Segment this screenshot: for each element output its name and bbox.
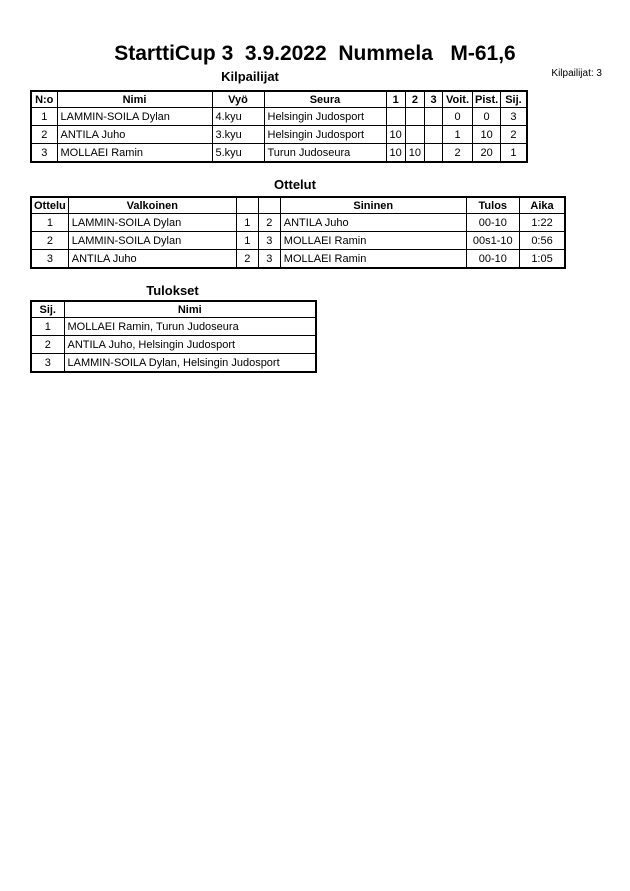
score-1: 10 — [386, 144, 405, 163]
table-row — [31, 354, 316, 373]
col-header-name: Nimi — [57, 91, 212, 108]
match-result: 00-10 — [466, 250, 519, 269]
result-name: MOLLAEI Ramin, Turun Judoseura — [64, 318, 316, 336]
match-result: 00s1-10 — [466, 232, 519, 250]
competitor-belt: 3.kyu — [212, 126, 264, 144]
competitor-name: LAMMIN-SOILA Dylan — [57, 108, 212, 126]
table-row — [31, 336, 316, 354]
score-2: 10 — [405, 144, 424, 163]
matches-table — [30, 196, 566, 269]
wins: 1 — [443, 126, 473, 144]
rank: 3 — [501, 108, 527, 126]
score-3 — [425, 126, 443, 144]
score-3 — [425, 144, 443, 163]
rank: 2 — [501, 126, 527, 144]
col-header-2: 2 — [405, 91, 424, 108]
match-number: 1 — [31, 214, 68, 232]
matches-section-title: Ottelut — [274, 177, 316, 192]
competitor-name: MOLLAEI Ramin — [57, 144, 212, 163]
match-number: 3 — [31, 250, 68, 269]
table-row — [31, 250, 565, 269]
col-header-result: Tulos — [466, 197, 519, 214]
col-header-no: N:o — [31, 91, 57, 108]
col-header-name: Nimi — [64, 301, 316, 318]
rank: 2 — [31, 336, 64, 354]
col-header-white: Valkoinen — [68, 197, 236, 214]
table-row — [31, 108, 527, 126]
result-name: LAMMIN-SOILA Dylan, Helsingin Judosport — [64, 354, 316, 373]
blue-competitor: ANTILA Juho — [280, 214, 466, 232]
score-2 — [405, 126, 424, 144]
result-name: ANTILA Juho, Helsingin Judosport — [64, 336, 316, 354]
score-1 — [386, 108, 405, 126]
col-header-1: 1 — [386, 91, 405, 108]
col-header-points: Pist. — [473, 91, 501, 108]
table-row — [31, 232, 565, 250]
table-header-row — [31, 301, 316, 318]
match-time: 1:22 — [519, 214, 565, 232]
competitors-count: Kilpailijat: 3 — [551, 68, 602, 79]
competitor-number: 3 — [31, 144, 57, 163]
competitor-club: Helsingin Judosport — [264, 108, 386, 126]
table-row — [31, 126, 527, 144]
competitors-section-title: Kilpailijat — [221, 69, 279, 84]
match-time: 1:05 — [519, 250, 565, 269]
results-table — [30, 300, 317, 373]
wins: 0 — [443, 108, 473, 126]
match-result: 00-10 — [466, 214, 519, 232]
page-title: StarttiCup 3 3.9.2022 Nummela M-61,6 — [114, 42, 516, 65]
table-header-row — [31, 197, 565, 214]
points: 20 — [473, 144, 501, 163]
white-number: 1 — [236, 214, 258, 232]
blue-number: 3 — [258, 232, 280, 250]
white-competitor: LAMMIN-SOILA Dylan — [68, 214, 236, 232]
competitor-belt: 4.kyu — [212, 108, 264, 126]
table-row — [31, 214, 565, 232]
white-number: 1 — [236, 232, 258, 250]
competitor-club: Turun Judoseura — [264, 144, 386, 163]
col-header-time: Aika — [519, 197, 565, 214]
points: 10 — [473, 126, 501, 144]
col-header-club: Seura — [264, 91, 386, 108]
table-row — [31, 144, 527, 163]
white-competitor: LAMMIN-SOILA Dylan — [68, 232, 236, 250]
blue-competitor: MOLLAEI Ramin — [280, 250, 466, 269]
col-header-match: Ottelu — [31, 197, 68, 214]
competitor-club: Helsingin Judosport — [264, 126, 386, 144]
rank: 1 — [31, 318, 64, 336]
match-time: 0:56 — [519, 232, 565, 250]
competitor-belt: 5.kyu — [212, 144, 264, 163]
table-row — [31, 318, 316, 336]
table-header-row — [31, 91, 527, 108]
col-header-white-no — [236, 197, 258, 214]
match-number: 2 — [31, 232, 68, 250]
col-header-belt: Vyö — [212, 91, 264, 108]
rank: 3 — [31, 354, 64, 373]
competitor-number: 2 — [31, 126, 57, 144]
col-header-blue: Sininen — [280, 197, 466, 214]
rank: 1 — [501, 144, 527, 163]
col-header-rank: Sij. — [31, 301, 64, 318]
competitor-number: 1 — [31, 108, 57, 126]
score-1: 10 — [386, 126, 405, 144]
wins: 2 — [443, 144, 473, 163]
col-header-rank: Sij. — [501, 91, 527, 108]
points: 0 — [473, 108, 501, 126]
blue-competitor: MOLLAEI Ramin — [280, 232, 466, 250]
blue-number: 3 — [258, 250, 280, 269]
white-competitor: ANTILA Juho — [68, 250, 236, 269]
score-3 — [425, 108, 443, 126]
competitors-table — [30, 90, 528, 163]
col-header-3: 3 — [425, 91, 443, 108]
competitor-name: ANTILA Juho — [57, 126, 212, 144]
score-2 — [405, 108, 424, 126]
blue-number: 2 — [258, 214, 280, 232]
col-header-wins: Voit. — [443, 91, 473, 108]
white-number: 2 — [236, 250, 258, 269]
col-header-blue-no — [258, 197, 280, 214]
results-section-title: Tulokset — [146, 283, 199, 298]
